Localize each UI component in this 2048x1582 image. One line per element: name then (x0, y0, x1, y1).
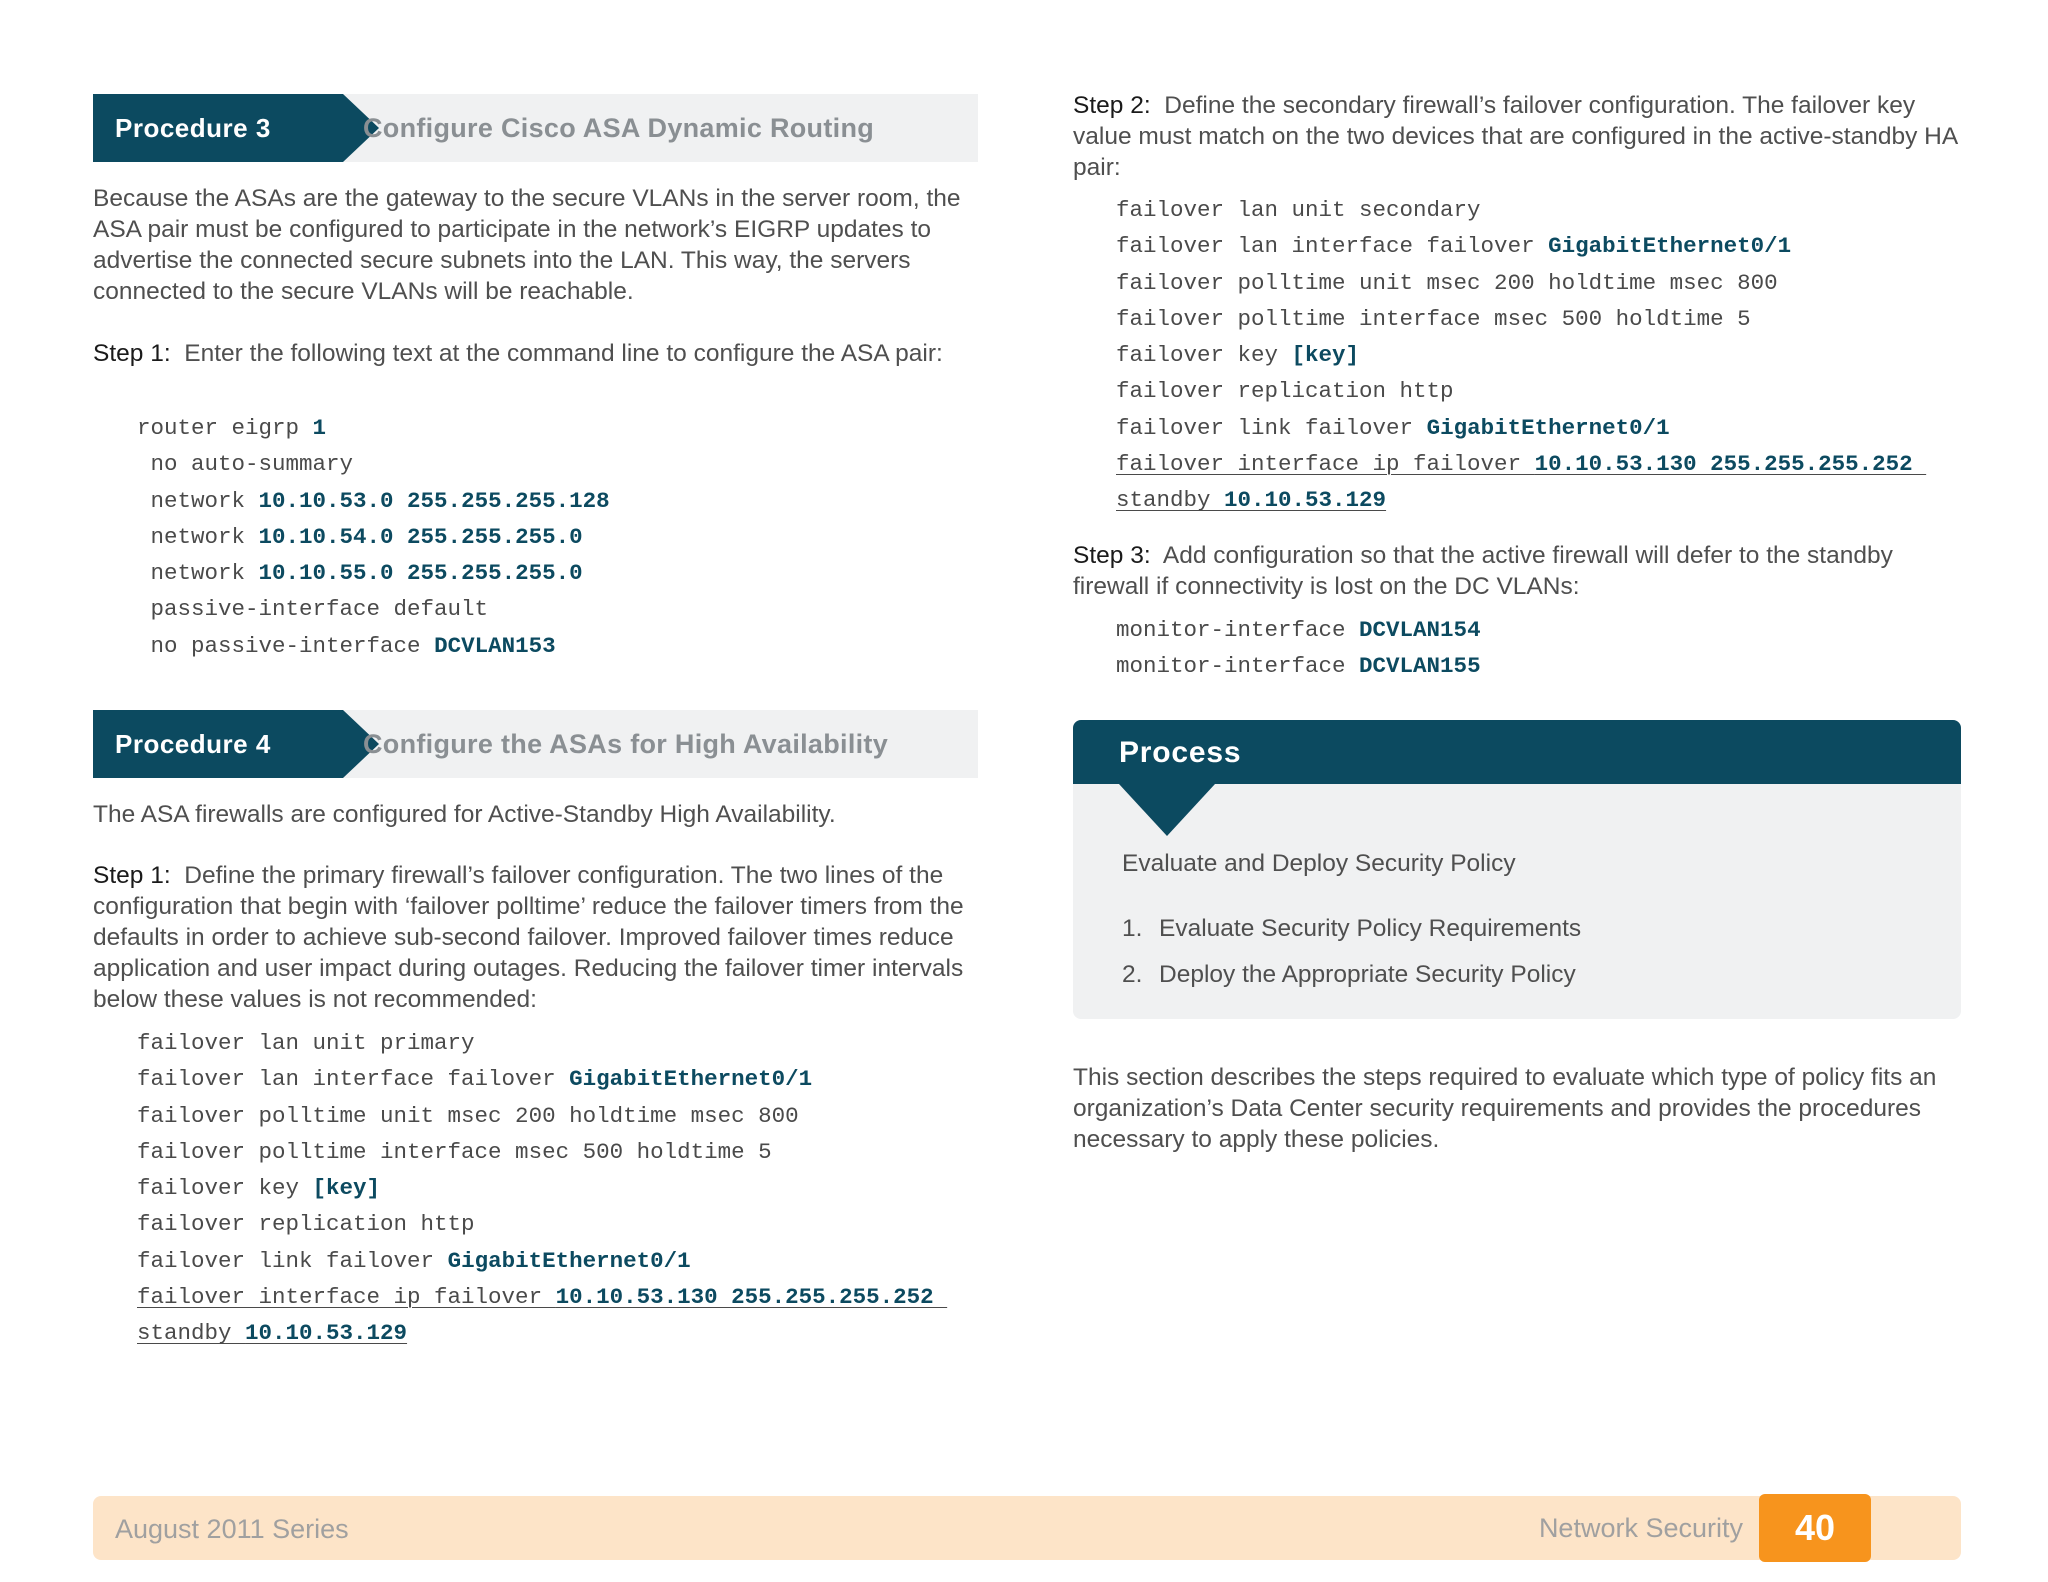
procedure-4-intro: The ASA firewalls are configured for Active-Standby High Availability. (93, 801, 836, 828)
code-text: failover replication http (137, 1211, 475, 1238)
process-item-number: 1. (1122, 915, 1143, 942)
process-item[interactable] (1122, 906, 1581, 952)
step-label: Step 1: (93, 862, 171, 889)
code-text: no auto-summary (137, 451, 354, 478)
code-text: failover polltime unit msec 200 holdtime msec 800 (137, 1102, 799, 1129)
code-highlight: GigabitEthernet0/1 (1426, 414, 1670, 441)
process-header (1073, 720, 1961, 784)
code-text: failover link failover (1116, 414, 1427, 441)
procedure-4-code-block (137, 1025, 947, 1352)
procedure-tab (93, 710, 343, 778)
code-highlight: GigabitEthernet0/1 (569, 1066, 813, 1093)
step-label: Step 1: (93, 340, 171, 367)
code-text: failover lan unit secondary (1116, 197, 1481, 223)
code-text: failover replication http (1116, 378, 1454, 405)
code-line (137, 591, 610, 627)
procedure-title: Configure Cisco ASA Dynamic Routing (363, 113, 875, 143)
code-line (137, 410, 610, 446)
page-number: 40 (1759, 1494, 1871, 1562)
step-3 (1073, 540, 1961, 602)
code-line (1116, 337, 1926, 373)
procedure-title: Configure the ASAs for High Availability (363, 729, 889, 759)
procedure-3-step-1 (93, 338, 973, 369)
code-line (1116, 410, 1926, 446)
step-2-code-block (1116, 192, 1926, 519)
code-line (137, 1134, 947, 1170)
process-box (1073, 720, 1961, 1019)
code-line (1116, 648, 1481, 684)
step-text: Define the primary firewall’s failover configuration. The two lines of the configuration that begin with ‘failover polltime’ reduce the failover timers from the defaults in order to achieve sub-second failover. Improved failover times reduce application and user impact during outages. Reducing the failover timer intervals below these values is not recommended: (93, 862, 964, 1013)
code-text: failover polltime interface msec 500 holdtime 5 (137, 1138, 772, 1165)
step-text: Define the secondary firewall’s failover configuration. The failover key value must match on the two devices that are configured in the active-standby HA pair: (1073, 92, 1957, 181)
procedure-3-header (93, 94, 978, 162)
process-subtitle: Evaluate and Deploy Security Policy (1122, 850, 1516, 877)
code-highlight: 10.10.53.130 255.255.255.252 (1534, 451, 1927, 478)
code-text: standby (1116, 487, 1225, 514)
step-label: Step 2: (1073, 92, 1151, 119)
procedure-3-intro: Because the ASAs are the gateway to the secure VLANs in the server room, the ASA pair must be configured to participate in the network’s EIGRP updates to advertise the connected secure subnets into the LAN. This way, the servers connected to the secure VLANs will be reachable. (93, 185, 961, 305)
code-line (1116, 192, 1926, 228)
code-highlight: GigabitEthernet0/1 (447, 1247, 691, 1274)
code-text: network (137, 523, 259, 550)
code-line (137, 1279, 947, 1315)
section-description: This section describes the steps required to evaluate which type of policy fits an organization’s Data Center security requirements and provides the procedures necessary to apply these policies. (1073, 1064, 1937, 1153)
code-line (137, 519, 610, 555)
procedure-4-step-1 (93, 860, 978, 1015)
code-line (1116, 265, 1926, 301)
code-highlight: 10.10.54.0 255.255.255.0 (258, 523, 583, 550)
code-highlight: [key] (1291, 342, 1360, 369)
code-line (1116, 482, 1926, 518)
code-text: failover link failover (137, 1247, 448, 1274)
code-highlight: GigabitEthernet0/1 (1548, 233, 1792, 260)
code-text: failover polltime interface msec 500 holdtime 5 (1116, 305, 1751, 332)
code-text: failover key (1116, 342, 1292, 369)
code-text: standby (137, 1320, 246, 1347)
code-highlight: 10.10.53.129 (245, 1320, 408, 1347)
code-text: failover lan interface failover (137, 1066, 570, 1093)
code-highlight: 10.10.55.0 255.255.255.0 (258, 560, 583, 587)
process-title: Process (1119, 736, 1242, 769)
code-line (137, 628, 610, 664)
code-highlight: DCVLAN153 (434, 632, 556, 659)
step-text: Enter the following text at the command line to configure the ASA pair: (184, 340, 943, 367)
step-text: Add configuration so that the active firewall will defer to the standby firewall if connectivity is lost on the DC VLANs: (1073, 542, 1893, 600)
code-text: network (137, 560, 259, 587)
code-line (137, 483, 610, 519)
code-line (137, 1098, 947, 1134)
code-line (1116, 446, 1926, 482)
step-3-code-block (1116, 612, 1481, 685)
process-item-number: 2. (1122, 961, 1143, 988)
code-text: monitor-interface (1116, 617, 1360, 643)
code-line (1116, 612, 1481, 648)
code-highlight: 10.10.53.129 (1224, 487, 1387, 514)
code-line (137, 446, 610, 482)
code-line (1116, 301, 1926, 337)
code-highlight: [key] (312, 1175, 381, 1202)
procedure-3-code-block (137, 410, 610, 664)
process-item-text: Deploy the Appropriate Security Policy (1159, 961, 1576, 988)
procedure-tab (93, 94, 343, 162)
process-pointer (1119, 784, 1215, 836)
process-item-text: Evaluate Security Policy Requirements (1159, 915, 1582, 942)
code-text: monitor-interface (1116, 653, 1360, 680)
code-line (137, 1315, 947, 1351)
code-line (137, 1206, 947, 1242)
step-label: Step 3: (1073, 542, 1151, 569)
code-highlight: 1 (312, 415, 327, 441)
code-line (137, 1243, 947, 1279)
code-text: failover interface ip failover (1116, 451, 1535, 478)
code-line (137, 555, 610, 591)
code-text: failover interface ip failover (137, 1284, 556, 1311)
code-text: passive-interface default (137, 596, 489, 623)
code-text: failover lan unit primary (137, 1030, 475, 1056)
code-line (137, 1025, 947, 1061)
code-highlight: DCVLAN155 (1359, 653, 1481, 680)
footer-series: August 2011 Series (115, 1514, 349, 1544)
code-highlight: 10.10.53.130 255.255.255.252 (555, 1284, 948, 1311)
code-text: no passive-interface (137, 632, 435, 659)
procedure-4-header (93, 710, 978, 778)
code-highlight: DCVLAN154 (1359, 617, 1481, 643)
code-text: router eigrp (137, 415, 313, 441)
process-item[interactable] (1122, 952, 1581, 998)
code-text: network (137, 487, 259, 514)
procedure-number: Procedure 4 (115, 729, 271, 759)
process-list (1122, 906, 1581, 998)
procedure-number: Procedure 3 (115, 113, 271, 143)
code-line (137, 1061, 947, 1097)
code-highlight: 10.10.53.0 255.255.255.128 (258, 487, 610, 514)
code-text: failover key (137, 1175, 313, 1202)
code-text: failover polltime unit msec 200 holdtime msec 800 (1116, 269, 1778, 296)
page-footer (93, 1496, 1961, 1560)
step-2 (1073, 90, 1961, 183)
code-line (1116, 373, 1926, 409)
code-line (1116, 228, 1926, 264)
footer-section: Network Security (1538, 1513, 1743, 1543)
code-text: failover lan interface failover (1116, 233, 1549, 260)
code-line (137, 1170, 947, 1206)
